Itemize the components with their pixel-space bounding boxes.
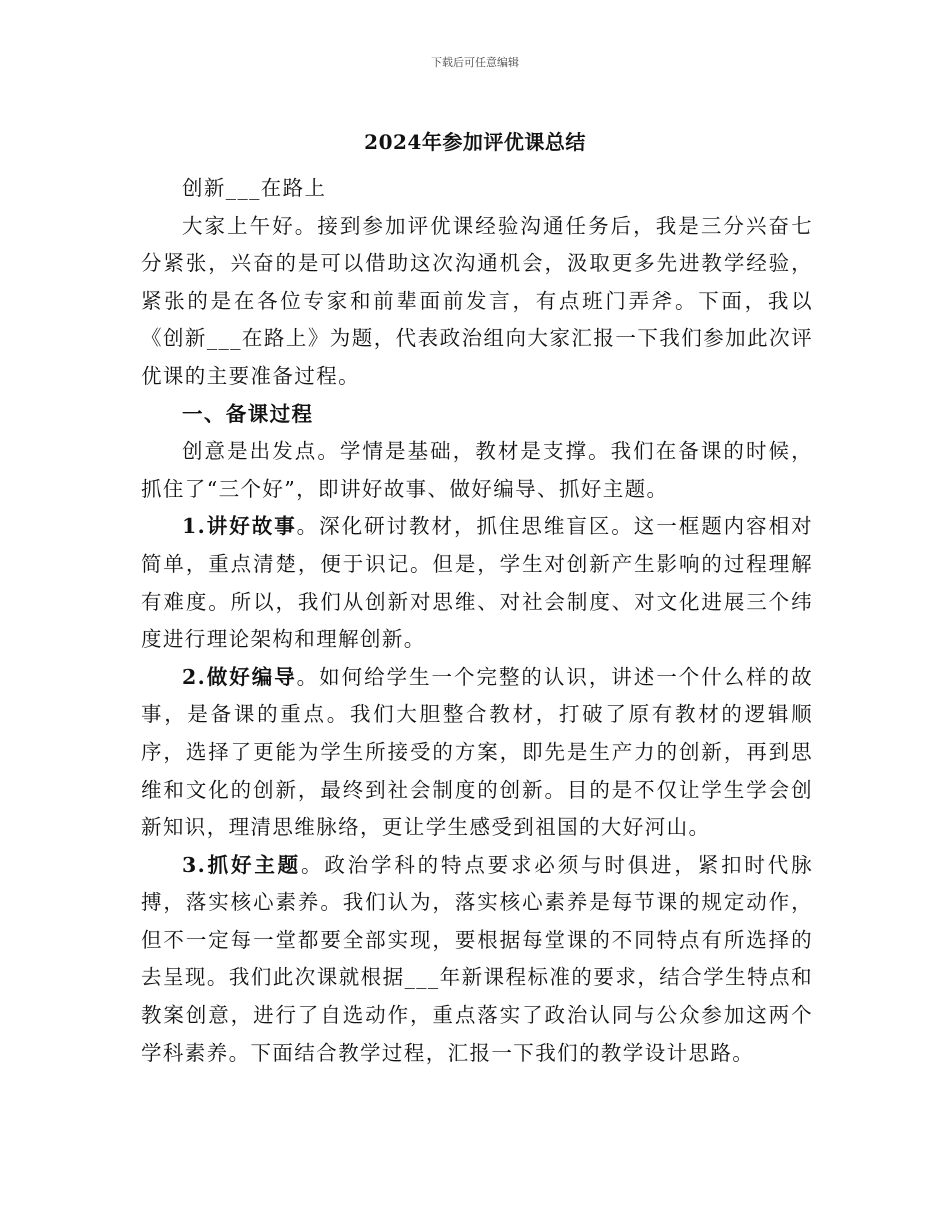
intro-paragraph: 大家上午好。接到参加评优课经验沟通任务后，我是三分兴奋七分紧张，兴奋的是可以借助这次沟通机会，汲取更多先进教学经验，紧张的是在各位专家和前辈面前发言，有点班门弄斧。下面，我以《创新___在路上》为题，代表政治组向大家汇报一下我们参加此次评优课的主要准备过程。 [141,213,813,388]
page-title: 2024年参加评优课总结 [364,130,586,154]
item-storytelling-text: 。深化研讨教材，抓住思维盲区。这一框题内容相对简单，重点清楚，便于识记。但是，学生对创新产生影响的过程理解有难度。所以，我们从创新对思维、对社会制度、对文化进展三个纬度进行理论架构和理解创新。 [141,514,813,652]
header-note: 下载后可任意编辑 [431,56,519,69]
section-intro-paragraph: 创意是出发点。学情是基础，教材是支撑。我们在备课的时候，抓住了“三个好”，即讲好故事、做好编导、抓好主题。 [141,439,813,501]
item-theme [141,847,813,1073]
document-body [141,170,813,1072]
item-direction [141,659,813,847]
item-theme-text: 。政治学科的特点要求必须与时俱进，紧扣时代脉搏，落实核心素养。我们认为，落实核心素养是每节课的规定动作，但不一定每一堂都要全部实现，要根据每堂课的不同特点有所选择的去呈现。我们此次课就根据___年新课程标准的要求，结合学生特点和教案创意，进行了自选动作，重点落实了政治认同与公众参加这两个学科素养。下面结合教学过程，汇报一下我们的教学设计思路。 [141,852,813,1065]
item-storytelling-lead: 1.讲好故事 [182,514,297,539]
section-heading-prep: 一、备课过程 [182,401,314,426]
item-theme-lead: 3.抓好主题 [182,852,301,877]
subtitle-line: 创新___在路上 [182,176,327,200]
item-direction-lead: 2.做好编导 [182,664,297,689]
item-direction-text: 。如何给学生一个完整的认识，讲述一个什么样的故事，是备课的重点。我们大胆整合教材，打破了原有教材的逻辑顺序，选择了更能为学生所接受的方案，即先是生产力的创新，再到思维和文化的创新，最终到社会制度的创新。目的是不仅让学生学会创新知识，理清思维脉络，更让学生感受到祖国的大好河山。 [141,664,813,840]
item-storytelling [141,508,813,658]
